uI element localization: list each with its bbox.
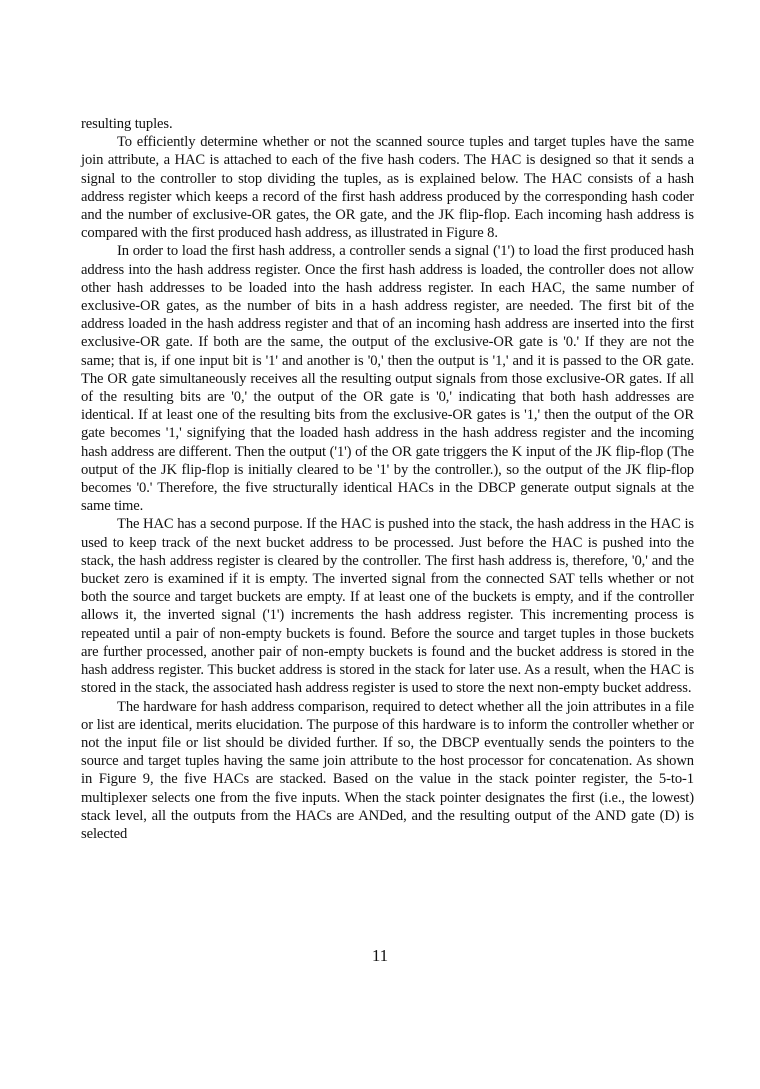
page-number: 11	[371, 946, 389, 965]
document-body	[81, 115, 694, 843]
paragraph-1: resulting tuples.	[81, 116, 173, 132]
paragraph-3: In order to load the first hash address, a controller sends a signal ('1') to load the first produced hash address into the hash address register. Once the first hash address is loaded, the controller does not allow other hash addresses to be loaded into the hash address register. In each HAC, the same number of exclusive-OR gates, as the number of bits in a hash address register, are needed. The first bit of the address loaded in the hash address register and that of an incoming hash address are inserted into the first exclusive-OR gate. If both are the same, the output of the exclusive-OR gate is '0.' If they are not the same; that is, if one input bit is '1' and another is '0,' then the output is '1,' and it is passed to the OR gate. The OR gate simultaneously receives all the resulting output signals from those exclusive-OR gates. If all of the resulting bits are '0,' the output of the OR gate is '0,' indicating that both hash addresses are identical. If at least one of the resulting bits from the exclusive-OR gates is '1,' then the output of the OR gate becomes '1,' signifying that the loaded hash address in the hash address register and the incoming hash address are different. Then the output ('1') of the OR gate triggers the K input of the JK flip-flop (The output of the JK flip-flop is initially cleared to be '1' by the controller.), so the output of the JK flip-flop becomes '0.' Therefore, the five structurally identical HACs in the DBCP generate output signals at the same time.	[81, 243, 694, 515]
paragraph-4: The HAC has a second purpose. If the HAC is pushed into the stack, the hash address in the HAC is used to keep track of the next bucket address to be processed. Just before the HAC is pushed into the stack, the hash address register is cleared by the controller. The first hash address is, therefore, '0,' and the bucket zero is examined if it is empty. The inverted signal from the connected SAT tells whether or not both the source and target buckets are empty. If at least one of the buckets is empty, and if the controller allows it, the inverted signal ('1') increments the hash address register. This incrementing process is repeated until a pair of non-empty buckets is found. Before the source and target tuples in those buckets are further processed, another pair of non-empty buckets is found and the bucket address is stored in the hash address register. This bucket address is stored in the stack for later use. As a result, when the HAC is stored in the stack, the associated hash address register is used to store the next non-empty bucket address.	[81, 516, 694, 697]
paragraph-2: To efficiently determine whether or not the scanned source tuples and target tuples have the same join attribute, a HAC is attached to each of the five hash coders. The HAC is designed so that it sends a signal to the controller to stop dividing the tuples, as is explained below. The HAC consists of a hash address register which keeps a record of the first hash address produced by the corresponding hash coder and the number of exclusive-OR gates, the OR gate, and the JK flip-flop. Each incoming hash address is compared with the first produced hash address, as illustrated in Figure 8.	[81, 134, 694, 242]
paragraph-5: The hardware for hash address comparison, required to detect whether all the join attributes in a file or list are identical, merits elucidation. The purpose of this hardware is to inform the controller whether or not the input file or list should be divided further. If so, the DBCP eventually sends the pointers to the source and target tuples having the same join attribute to the host processor for concatenation. As shown in Figure 9, the five HACs are stacked. Based on the value in the stack pointer register, the 5-to-1 multiplexer selects one from the five inputs. When the stack pointer designates the first (i.e., the lowest) stack level, all the outputs from the HACs are ANDed, and the resulting output of the AND gate (D) is selected	[81, 698, 694, 842]
